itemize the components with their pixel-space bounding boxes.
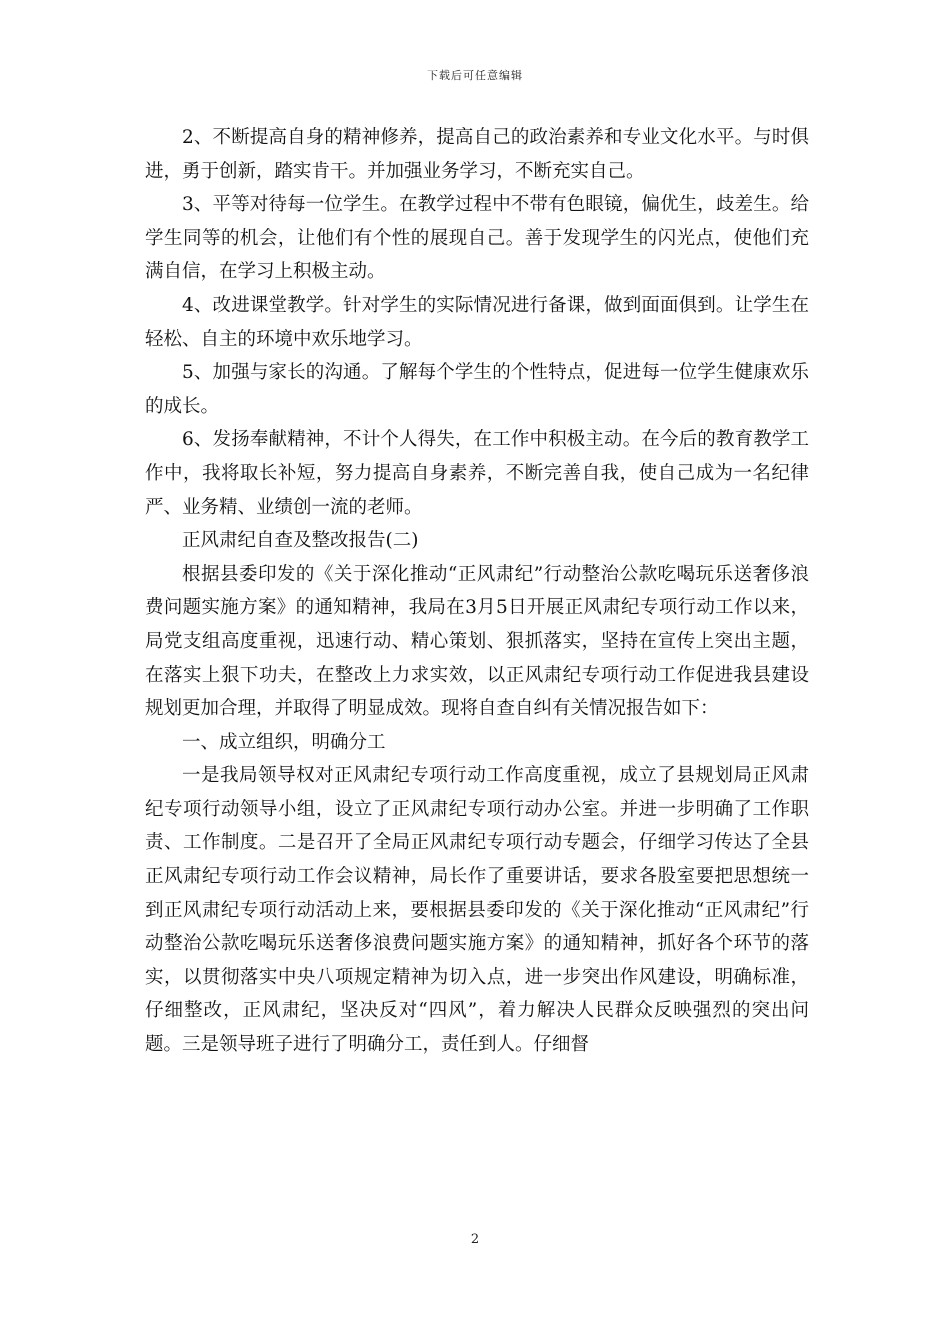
page-number: 2 [470,1232,480,1247]
paragraph-item-6: 6、发扬奉献精神，不计个人得失，在工作中积极主动。在今后的教育教学工作中，我将取长补短，努力提高自身素养，不断完善自我，使自己成为一名纪律严、业务精、业绩创一流的老师。 [145,429,809,518]
section-1-paragraph: 一是我局领导权对正风肃纪专项行动工作高度重视，成立了县规划局正风肃纪专项行动领导小组，设立了正风肃纪专项行动办公室。并进一步明确了工作职责、工作制度。二是召开了全局正风肃纪专项行动专题会，仔细学习传达了全县正风肃纪专项行动工作会议精神，局长作了重要讲话，要求各股室要把思想统一到正风肃纪专项行动活动上来，要根据县委印发的《关于深化推动“正风肃纪”行动整治公款吃喝玩乐送奢侈浪费问题实施方案》的通知精神，抓好各个环节的落实，以贯彻落实中央八项规定精神为切入点，进一步突出作风建设，明确标准，仔细整改，正风肃纪，坚决反对“四风”，着力解决人民群众反映强烈的突出问题。三是领导班子进行了明确分工，责任到人。仔细督 [145,765,809,1056]
paragraph-item-2: 2、不断提高自身的精神修养，提高自己的政治素养和专业文化水平。与时俱进，勇于创新，踏实肯干。并加强业务学习，不断充实自己。 [145,127,809,182]
paragraph-item-3: 3、平等对待每一位学生。在教学过程中不带有色眼镜，偏优生，歧差生。给学生同等的机会，让他们有个性的展现自己。善于发现学生的闪光点，使他们充满自信，在学习上积极主动。 [145,194,809,283]
section-title: 正风肃纪自查及整改报告(二) [182,530,419,552]
section-heading-1: 一、成立组织，明确分工 [182,731,386,753]
paragraph-item-5: 5、加强与家长的沟通。了解每个学生的个性特点，促进每一位学生健康欢乐的成长。 [145,362,809,417]
document-body [145,121,809,1062]
page-header: 下载后可任意编辑 [427,69,523,82]
paragraph-item-4: 4、改进课堂教学。针对学生的实际情况进行备课，做到面面俱到。让学生在轻松、自主的环境中欢乐地学习。 [145,294,809,350]
intro-paragraph: 根据县委印发的《关于深化推动“正风肃纪”行动整治公款吃喝玩乐送奢侈浪费问题实施方案》的通知精神，我局在3月5日开展正风肃纪专项行动工作以来，局党支组高度重视，迅速行动、精心策划、狠抓落实，坚持在宣传上突出主题，在落实上狠下功夫，在整改上力求实效，以正风肃纪专项行动工作促进我县建设规划更加合理，并取得了明显成效。现将自查自纠有关情况报告如下： [145,563,809,720]
